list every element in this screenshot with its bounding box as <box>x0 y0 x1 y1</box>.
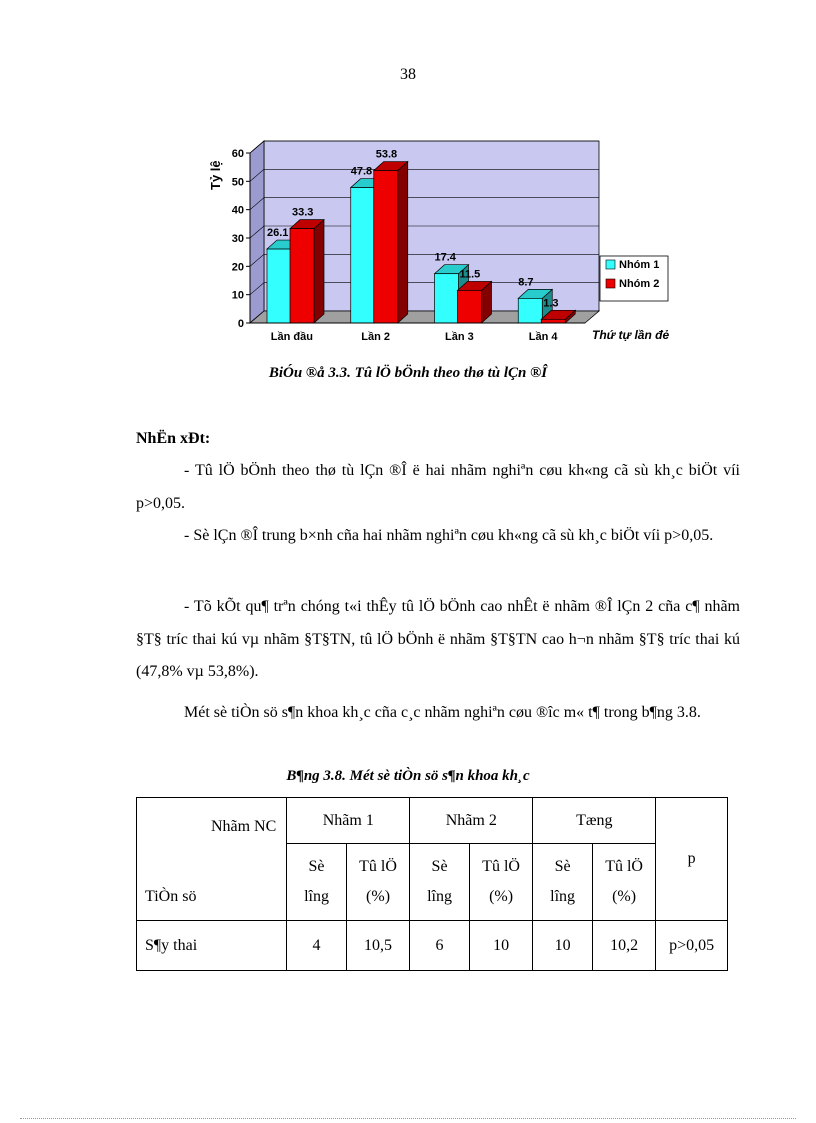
data-label: 8.7 <box>518 276 534 289</box>
rate-header-word: (%) <box>612 888 637 905</box>
remark-paragraph-4 <box>136 697 740 730</box>
data-label: 17.4 <box>434 251 456 264</box>
data-label: 53.8 <box>375 148 398 161</box>
data-label: 33.3 <box>292 206 314 219</box>
cell-rate-1: 10,5 <box>346 921 410 971</box>
table-corner-cell <box>137 798 287 921</box>
figure-caption: BiÓu ®å 3.3. Tû lÖ bÖnh theo thø tù lÇn ®Î <box>268 365 548 381</box>
legend-label: Nhóm 2 <box>619 278 660 290</box>
y-tick-label: 50 <box>231 176 244 189</box>
remark-paragraph-3 <box>136 591 740 689</box>
page-number: 38 <box>400 66 416 83</box>
table-row <box>137 921 728 971</box>
remark-text-1: - Tû lÖ bÖnh theo thø tù lÇn ®Î ë hai nhãm nghiªn cøu kh«ng cã sù kh¸c biÖt víi p>0,05. <box>136 462 740 512</box>
rate-header-word: (%) <box>489 888 514 905</box>
count-header-word: Sè <box>308 858 325 875</box>
p-header: p <box>656 798 728 921</box>
count-header-word: lîng <box>304 888 329 905</box>
count-header-word: lîng <box>427 888 452 905</box>
bar <box>351 188 375 323</box>
bar <box>518 298 542 323</box>
remark-text-4: Mét sè tiÒn sö s¶n khoa kh¸c cña c¸c nhãm nghiªn cøu ®îc m« t¶ trong b¶ng 3.8. <box>184 704 701 721</box>
cell-p-value: p>0,05 <box>656 921 728 971</box>
x-tick-label: Lần đầu <box>270 331 313 343</box>
count-header-word: lîng <box>550 888 576 905</box>
y-tick-label: 40 <box>231 204 244 217</box>
x-tick-label: Lần 3 <box>445 331 474 343</box>
table-header-row <box>137 798 728 844</box>
remark-text-2: - Sè lÇn ®Î trung b×nh cña hai nhãm nghiªn cøu kh«ng cã sù kh¸c biÖt víi p>0,05. <box>184 527 714 544</box>
cell-rate-3: 10,2 <box>592 921 656 971</box>
cell-rate-2: 10 <box>469 921 533 971</box>
x-tick-label: Lần 2 <box>361 331 390 343</box>
bar <box>290 229 314 323</box>
count-header-word: Sè <box>431 858 448 875</box>
x-tick-label: Lần 4 <box>528 331 558 343</box>
remark-paragraph-2 <box>136 520 740 553</box>
rate-header-1 <box>346 844 410 921</box>
legend-swatch <box>606 260 615 269</box>
cell-count-3: 10 <box>533 921 593 971</box>
bar <box>541 319 565 323</box>
group-header-3: Tæng <box>533 798 656 844</box>
rate-header-word: (%) <box>366 888 391 905</box>
bar <box>458 290 482 323</box>
bar <box>374 171 398 323</box>
bar-side <box>398 162 408 323</box>
rate-header-word: Tû lÖ <box>359 858 397 875</box>
chart-legend <box>600 256 668 301</box>
y-tick-label: 10 <box>231 289 244 302</box>
group-header-1: Nhãm 1 <box>287 798 410 844</box>
y-tick-label: 30 <box>231 233 244 245</box>
bar <box>435 274 459 323</box>
data-label: 26.1 <box>267 227 289 240</box>
data-label: 47.8 <box>350 165 373 178</box>
corner-bottom-label: TiÒn sö <box>145 888 197 905</box>
count-header-word: Sè <box>554 858 571 875</box>
count-header-2 <box>410 844 470 921</box>
cell-count-1: 4 <box>287 921 347 971</box>
y-tick-label: 0 <box>237 318 244 330</box>
table-caption: B¶ng 3.8. Mét sè tiÒn sö s¶n khoa kh¸c <box>286 768 530 784</box>
history-table <box>136 797 728 971</box>
legend-swatch <box>606 279 615 288</box>
y-tick-label: 60 <box>231 148 244 160</box>
bar-chart <box>200 128 700 353</box>
rate-header-2 <box>469 844 533 921</box>
corner-top-label: Nhãm NC <box>210 818 277 835</box>
remark-paragraph-1 <box>136 455 740 520</box>
y-tick-label: 20 <box>231 261 244 274</box>
group-header-2: Nhãm 2 <box>410 798 533 844</box>
rate-header-word: Tû lÖ <box>605 858 643 875</box>
legend-label: Nhóm 1 <box>619 259 660 271</box>
data-label: 1.3 <box>543 297 559 310</box>
remarks-heading: NhËn xÐt: <box>136 430 211 447</box>
y-axis-label: Tỷ lệ <box>208 160 223 190</box>
rate-header-word: Tû lÖ <box>482 858 520 875</box>
page-bottom-rule <box>20 1118 796 1119</box>
data-label: 11.5 <box>459 268 481 281</box>
count-header-1 <box>287 844 347 921</box>
bar <box>267 249 291 323</box>
x-axis-label: Thứ tự lần đẻ <box>592 328 670 342</box>
rate-header-3 <box>592 844 656 921</box>
cell-count-2: 6 <box>410 921 470 971</box>
remark-text-3: - Tõ kÕt qu¶ trªn chóng t«i thÊy tû lÖ bÖnh cao nhÊt ë nhãm ®Î lÇn 2 cña c¶ nhãm §T§ tríc thai kú vµ nhãm §T§TN, tû lÖ bÖnh ë nhãm §T§TN cao h¬n nhãm §T§ tríc thai kú (47,8% vµ 53,8%). <box>136 598 740 680</box>
count-header-3 <box>533 844 593 921</box>
bar-side <box>314 220 324 323</box>
row-label: S¶y thai <box>137 921 287 971</box>
